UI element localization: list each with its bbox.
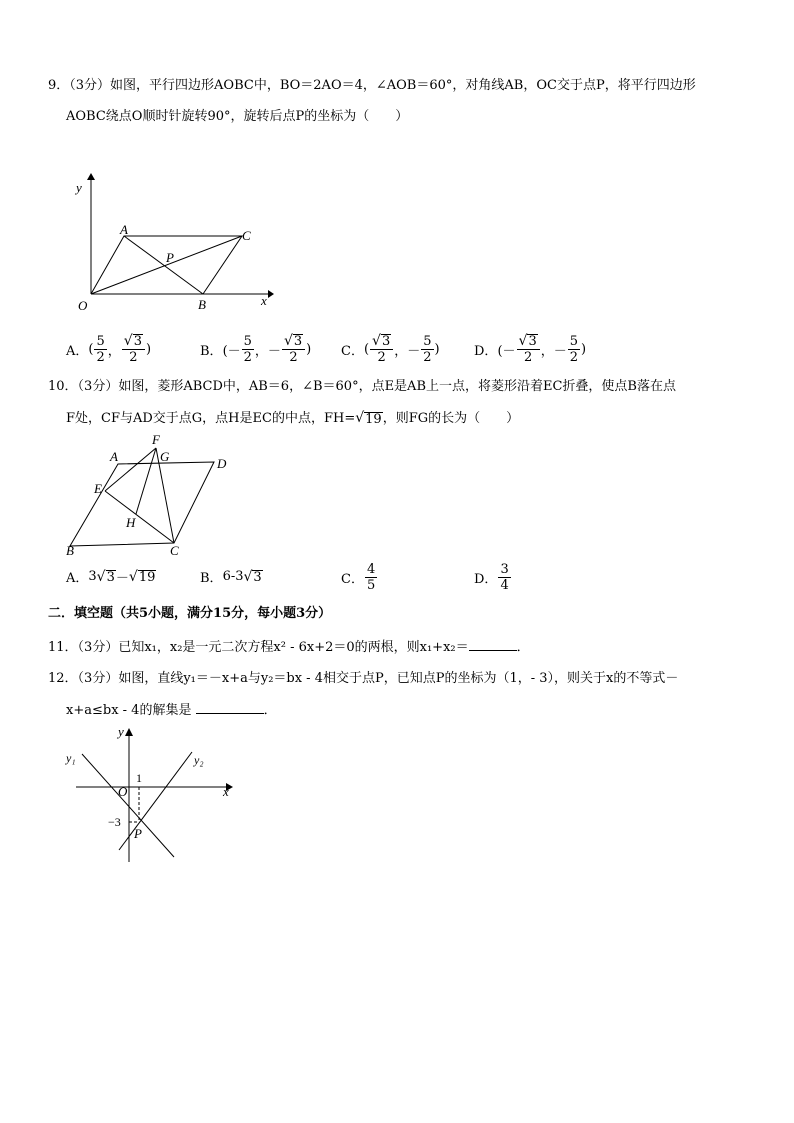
q10-option-b[interactable]: B． 6-3 √ 3 <box>200 568 262 586</box>
q10-label-C: C <box>170 543 179 558</box>
q10-label-F: F <box>152 432 160 447</box>
q10-option-c[interactable]: C． $\frac{4}{5}$ <box>341 562 376 593</box>
q9-figure <box>60 172 280 317</box>
q10-label-A: A <box>110 449 118 464</box>
q9-line2: AOBC绕点O顺时针旋转90°，旋转后点P的坐标为（ ） <box>66 109 409 124</box>
q12-answer-blank[interactable] <box>196 701 264 714</box>
q10-option-d[interactable]: D． $\frac{3}{4}$ <box>474 562 509 593</box>
q10-label-G: G <box>160 449 170 464</box>
q12-label-1: 1 <box>136 771 142 785</box>
q9-option-c[interactable]: C． ( √ 3 2 ，－ $\frac{5}{2}$ ) <box>341 333 440 365</box>
q12-label-y2: y₂ <box>194 753 204 767</box>
q10-line1: 10．（3分）如图，菱形ABCD中，AB＝6，∠B＝60°，点E是AB上一点，将菱形沿着EC折叠，使点B落在点 <box>48 379 676 394</box>
q10-label-H: H <box>126 515 136 530</box>
q9-option-a[interactable]: A． ( $\frac{5}{2}$ ， √ 3 2 ) <box>66 333 152 365</box>
q12-label-P: P <box>134 826 142 841</box>
q9-line1: 9．（3分）如图，平行四边形AOBC中，BO＝2AO＝4，∠AOB＝60°，对角线AB，OC交于点P，将平行四边形 <box>48 78 696 93</box>
q12-label-y: y <box>118 724 124 739</box>
q9-label-C: C <box>242 228 251 243</box>
q10-label-E: E <box>94 481 102 496</box>
q12-label-neg3: −3 <box>108 815 121 829</box>
q9-label-B: B <box>198 297 206 312</box>
q9-option-d[interactable]: D． (－ √ 3 2 ，－ $\frac{5}{2}$ ) <box>474 333 587 365</box>
q9-label-P: P <box>166 250 174 265</box>
q9-option-b[interactable]: B． (－ $\frac{5}{2}$ ，－ √ 3 2 ) <box>200 333 312 365</box>
q12-label-y1: y₁ <box>66 751 76 765</box>
q12-line1: 12．（3分）如图，直线y₁＝－x+a与y₂＝bx - 4相交于点P，已知点P的坐标为（1，- 3），则关于x的不等式－ <box>48 671 679 686</box>
q11-text: 11．（3分）已知x₁，x₂是一元二次方程x² - 6x+2＝0的两根，则x₁+x₂＝ ． <box>48 640 530 655</box>
q10-line2: F处，CF与AD交于点G，点H是EC的中点，FH= √ 19 ，则FG的长为（ ） <box>66 410 520 427</box>
q12-label-x: x <box>223 784 229 799</box>
q10-label-D: D <box>217 456 227 471</box>
q9-label-x: x <box>261 293 267 308</box>
q12-label-O: O <box>118 784 128 799</box>
q11-answer-blank[interactable] <box>469 638 517 651</box>
q12-line2: x+a≤bx - 4的解集是 ． <box>66 703 277 718</box>
q12-figure <box>58 722 238 867</box>
q10-figure <box>60 430 240 560</box>
q10-label-B: B <box>66 543 74 558</box>
q9-label-O: O <box>78 298 88 313</box>
q9-label-A: A <box>120 222 128 237</box>
section-title: 二．填空题（共5小题，满分15分，每小题3分） <box>48 606 332 621</box>
q10-option-a[interactable]: A． 3 √ 3 － √ 19 <box>66 568 156 586</box>
q9-label-y: y <box>76 180 82 195</box>
